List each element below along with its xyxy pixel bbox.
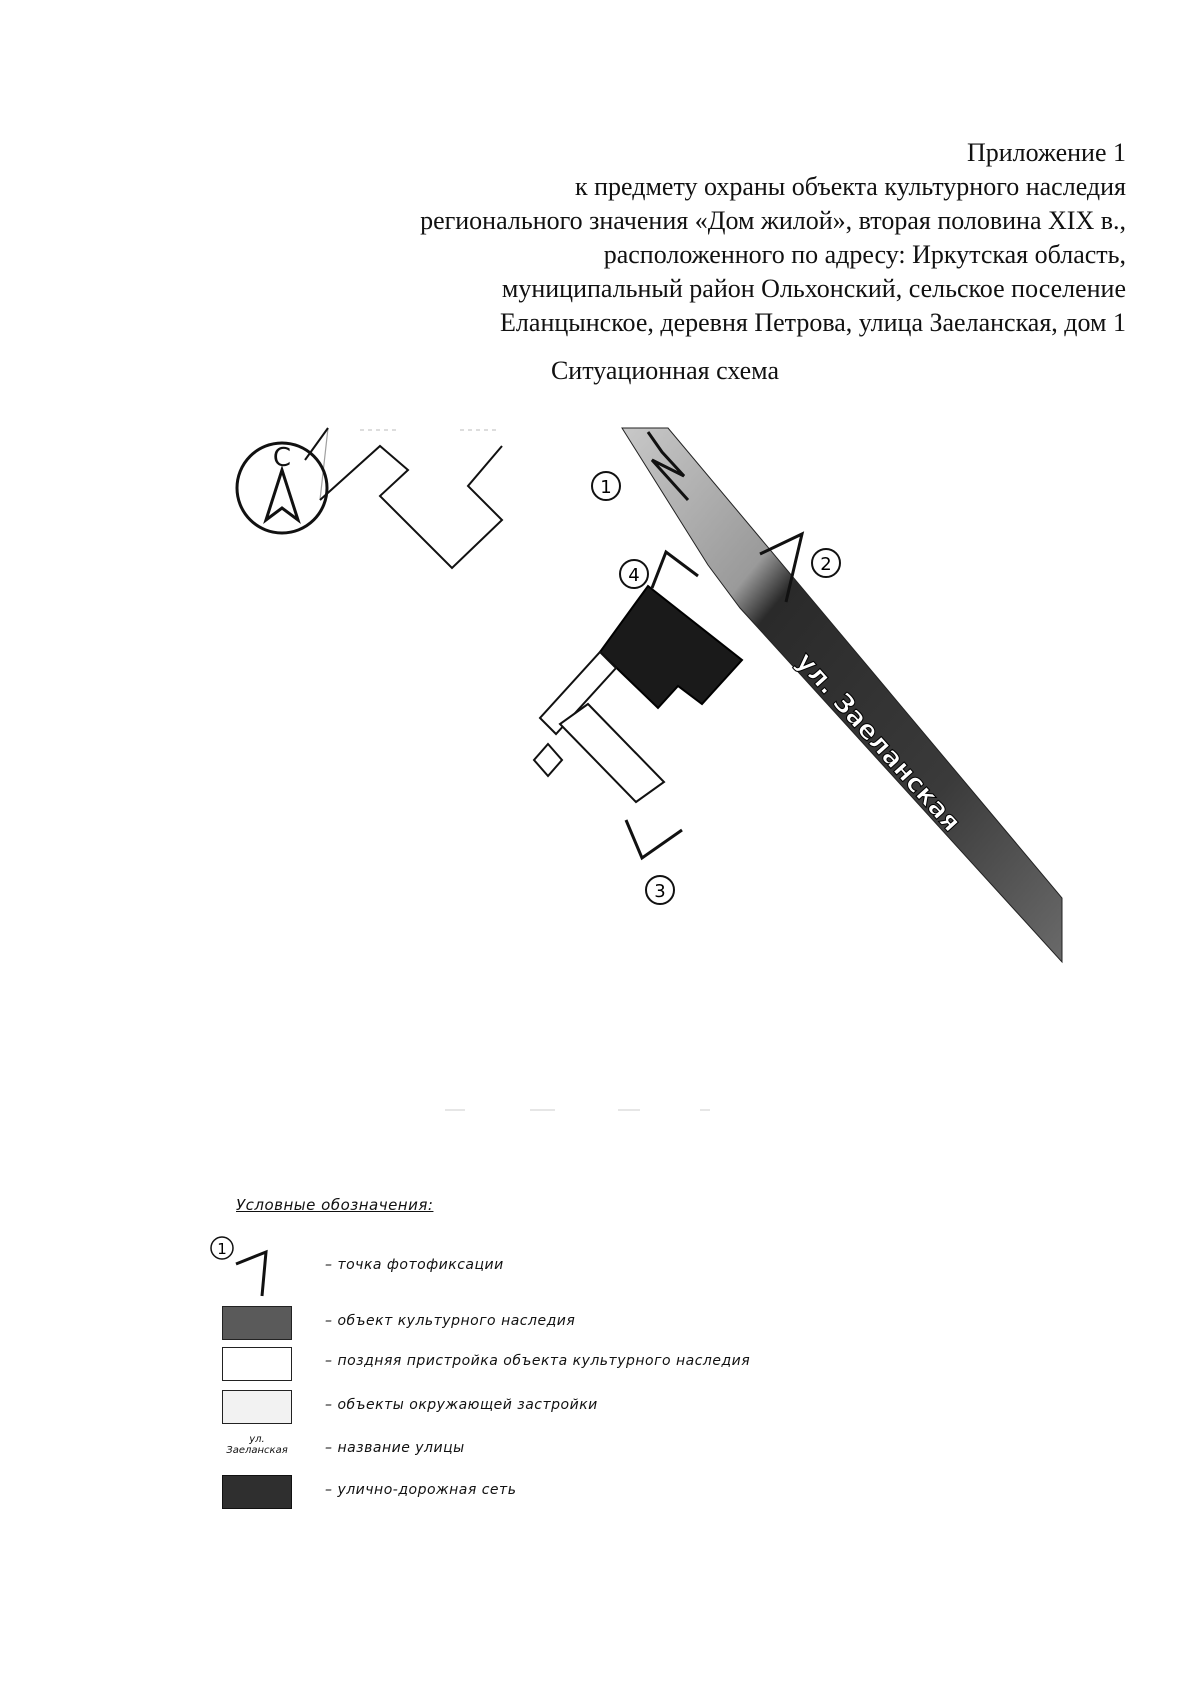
svg-text:2: 2 — [820, 554, 832, 575]
svg-text:1: 1 — [217, 1240, 227, 1258]
legend-swatch-heritage — [222, 1306, 292, 1340]
legend-label-road: – улично-дорожная сеть — [325, 1482, 517, 1498]
header-line: регионального значения «Дом жилой», вторая половина XIX в., — [420, 206, 1126, 235]
north-letter: С — [272, 443, 292, 473]
svg-text:1: 1 — [600, 477, 612, 498]
header-line: Еланцынское, деревня Петрова, улица Заеланская, дом 1 — [500, 308, 1126, 337]
legend-street-sample — [218, 1434, 296, 1456]
legend-label-photo-point: – точка фотофиксации — [325, 1257, 504, 1273]
legend-label-street-name: – название улицы — [325, 1440, 465, 1456]
street-label: ул. Заеланская — [789, 646, 967, 838]
header-line: муниципальный район Ольхонский, сельское поселение — [501, 274, 1126, 303]
svg-text:4: 4 — [628, 565, 640, 586]
scheme-title: Ситуационная схема — [550, 356, 780, 385]
legend-label-heritage: – объект культурного наследия — [325, 1313, 576, 1329]
legend-street-sample-line2: Заеланская — [226, 1445, 288, 1456]
header-line: Приложение 1 — [966, 138, 1126, 167]
legend-swatch-surrounding — [222, 1390, 292, 1424]
svg-text:3: 3 — [654, 881, 666, 902]
legend-swatch-road — [222, 1475, 292, 1509]
legend-street-sample-line1: ул. — [249, 1434, 265, 1445]
header-line: расположенного по адресу: Иркутская область, — [603, 240, 1126, 269]
header-line: к предмету охраны объекта культурного наследия — [574, 172, 1126, 201]
legend-label-surrounding: – объекты окружающей застройки — [325, 1397, 598, 1413]
legend-label-late-extension: – поздняя пристройка объекта культурного наследия — [325, 1353, 751, 1369]
legend-swatch-late-extension — [222, 1347, 292, 1381]
legend-title: Условные обозначения: — [236, 1196, 434, 1214]
